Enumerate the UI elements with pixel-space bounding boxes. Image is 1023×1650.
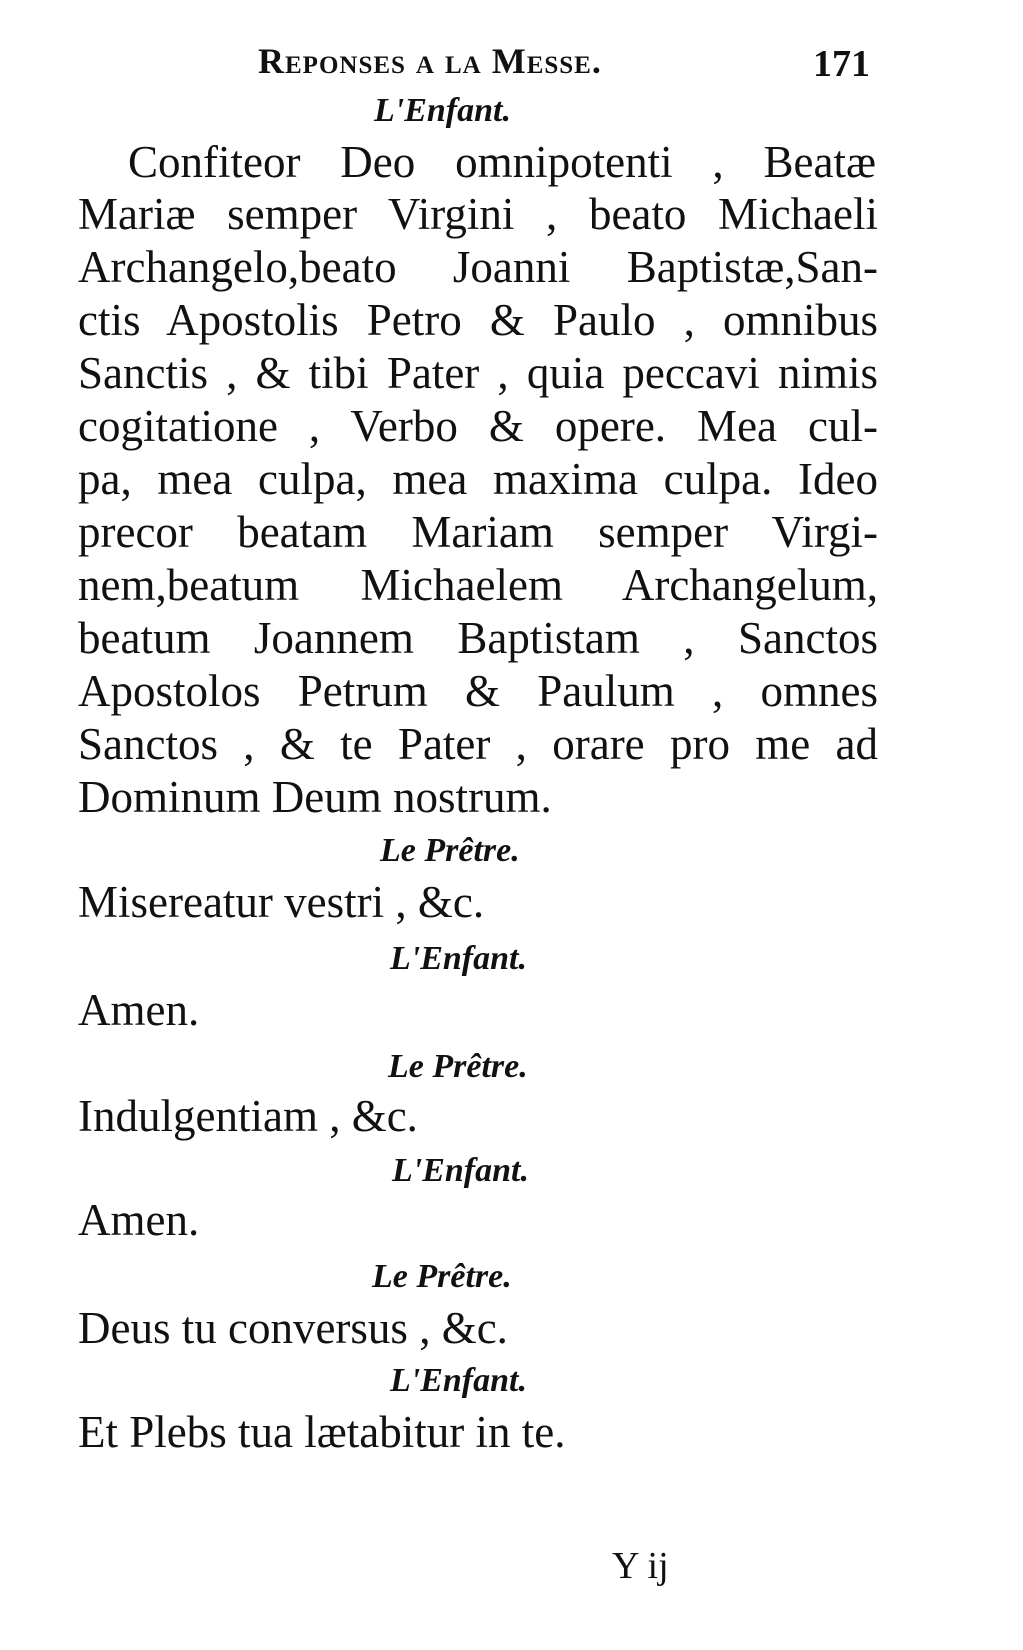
text-line: Misereatur vestri , &c. bbox=[78, 877, 485, 927]
signature-mark: Y ij bbox=[612, 1545, 669, 1587]
speaker-label: L'Enfant. bbox=[390, 940, 527, 977]
text-line: Deus tu conversus , &c. bbox=[78, 1303, 508, 1353]
speaker-label: Le Prêtre. bbox=[380, 832, 520, 869]
text-line: cogitatione , Verbo & opere. Mea cul- bbox=[78, 401, 878, 451]
running-title: Reponses a la Messe. bbox=[258, 41, 602, 81]
speaker-label: Le Prêtre. bbox=[372, 1258, 512, 1295]
text-line: Et Plebs tua lætabitur in te. bbox=[78, 1407, 566, 1457]
speaker-label: L'Enfant. bbox=[390, 1362, 527, 1399]
speaker-label: L'Enfant. bbox=[392, 1152, 529, 1189]
speaker-label: Le Prêtre. bbox=[388, 1048, 528, 1085]
text-line: Sanctis , & tibi Pater , quia peccavi nimis bbox=[78, 348, 878, 398]
text-line: Apostolos Petrum & Paulum , omnes bbox=[78, 666, 878, 716]
text-line: Archangelo,beato Joanni Baptistæ,San- bbox=[78, 242, 878, 292]
text-line: Confiteor Deo omnipotenti , Beatæ bbox=[128, 137, 876, 187]
text-line: Dominum Deum nostrum. bbox=[78, 772, 552, 822]
text-line: Sanctos , & te Pater , orare pro me ad bbox=[78, 719, 878, 769]
speaker-label: L'Enfant. bbox=[374, 92, 511, 129]
running-head bbox=[258, 40, 898, 90]
text-line: nem,beatum Michaelem Archangelum, bbox=[78, 560, 878, 610]
text-line: ctis Apostolis Petro & Paulo , omnibus bbox=[78, 295, 878, 345]
text-line: Amen. bbox=[78, 1195, 200, 1245]
text-line: Mariæ semper Virgini , beato Michaeli bbox=[78, 189, 878, 239]
text-line: Indulgentiam , &c. bbox=[78, 1091, 418, 1141]
text-line: precor beatam Mariam semper Virgi- bbox=[78, 507, 878, 557]
text-line: Amen. bbox=[78, 985, 200, 1035]
text-line: beatum Joannem Baptistam , Sanctos bbox=[78, 613, 878, 663]
text-line: pa, mea culpa, mea maxima culpa. Ideo bbox=[78, 454, 878, 504]
page-number: 171 bbox=[813, 43, 870, 85]
